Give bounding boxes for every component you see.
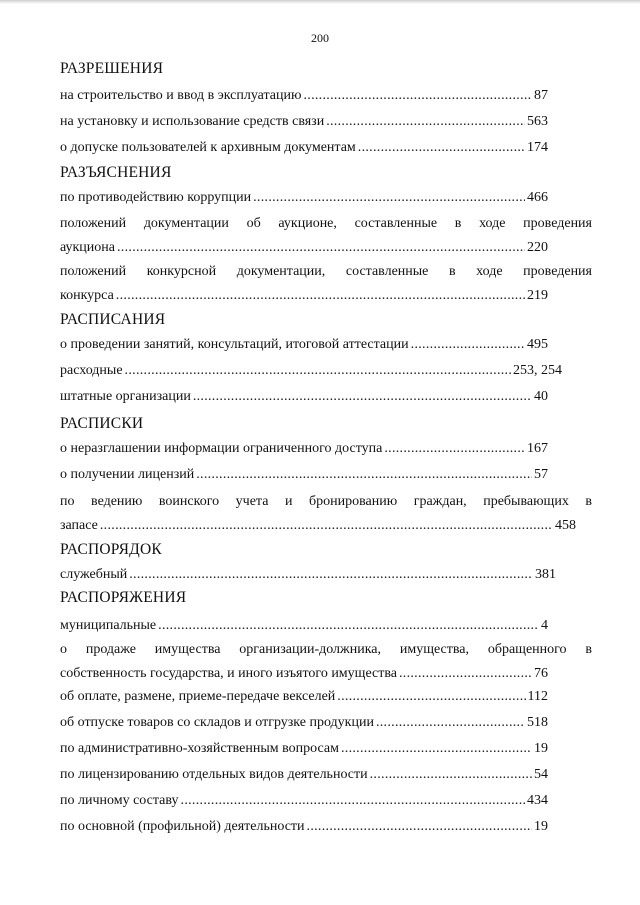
section-heading: РАСПИСКИ	[60, 415, 144, 432]
entry-text: по противодействию коррупции	[60, 190, 252, 205]
index-entry	[60, 385, 548, 409]
leader-dots	[196, 463, 532, 487]
index-entry	[60, 563, 556, 587]
index-entry	[60, 84, 548, 108]
page-number: 200	[311, 31, 329, 45]
index-entry	[60, 212, 592, 260]
entry-page: 54	[534, 767, 548, 782]
leader-dots	[384, 437, 525, 461]
index-entry	[60, 333, 548, 357]
index-entry	[60, 490, 592, 538]
leader-dots	[358, 136, 525, 160]
index-entry	[60, 260, 592, 308]
entry-page: 381	[535, 567, 556, 582]
entry-page: 220	[527, 240, 548, 255]
entry-text: на установку и использование средств связи	[60, 114, 325, 129]
entry-text: о проведении занятий, консультаций, итоговой аттестации	[60, 337, 409, 352]
section-heading: РАСПИСАНИЯ	[60, 311, 166, 328]
index-entry	[60, 789, 548, 813]
entry-page: 466	[527, 190, 548, 205]
entry-first-line: о продаже имущества организации-должника, имущества, обращенного в	[60, 642, 592, 657]
entry-text: по личному составу	[60, 793, 179, 808]
entry-page: 19	[534, 741, 548, 756]
entry-text: об отпуске товаров со складов и отгрузке продукции	[60, 715, 374, 730]
leader-dots	[116, 284, 525, 308]
entry-text: об оплате, размене, приеме-передаче векселей	[60, 689, 336, 704]
entry-text: запасе	[60, 518, 98, 533]
entry-text: на строительство и ввод в эксплуатацию	[60, 88, 302, 103]
leader-dots	[399, 662, 532, 686]
entry-page: 174	[527, 140, 548, 155]
index-entry	[60, 110, 548, 134]
leader-dots	[129, 563, 533, 587]
entry-text: штатные организации	[60, 389, 191, 404]
leader-dots	[100, 514, 553, 538]
leader-dots	[125, 359, 511, 383]
entry-page: 57	[534, 467, 548, 482]
leader-dots	[158, 614, 539, 638]
entry-page: 518	[527, 715, 548, 730]
index-entry	[60, 638, 592, 686]
index-entry	[60, 685, 548, 709]
entry-page: 563	[527, 114, 548, 129]
index-entry	[60, 737, 548, 761]
leader-dots	[411, 333, 525, 357]
leader-dots	[307, 815, 532, 839]
leader-dots	[117, 236, 525, 260]
entry-first-line: положений документации об аукционе, составленные в ходе проведения	[60, 216, 592, 231]
leader-dots	[253, 186, 525, 210]
entry-first-line: положений конкурсной документации, составленные в ходе проведения	[60, 264, 592, 279]
entry-page: 458	[555, 518, 576, 533]
entry-text: о получении лицензий	[60, 467, 195, 482]
index-entry	[60, 359, 562, 383]
entry-text: муниципальные	[60, 618, 157, 633]
section-heading: РАСПОРЯДОК	[60, 541, 162, 558]
index-entry	[60, 463, 548, 487]
entry-text: по административно-хозяйственным вопросам	[60, 741, 339, 756]
entry-page: 434	[527, 793, 548, 808]
leader-dots	[181, 789, 525, 813]
entry-text: расходные	[60, 363, 123, 378]
page-edge	[0, 0, 640, 4]
entry-page: 253, 254	[513, 363, 562, 378]
entry-text: по лицензированию отдельных видов деятельности	[60, 767, 368, 782]
entry-page: 495	[527, 337, 548, 352]
index-entry	[60, 186, 548, 210]
leader-dots	[341, 737, 532, 761]
leader-dots	[376, 711, 525, 735]
entry-page: 19	[534, 819, 548, 834]
entry-text: конкурса	[60, 288, 114, 303]
index-entry	[60, 763, 548, 787]
index-entry	[60, 711, 548, 735]
entry-text: собственность государства, и иного изъятого имущества	[60, 666, 397, 681]
leader-dots	[326, 110, 525, 134]
leader-dots	[337, 685, 525, 709]
entry-page: 87	[534, 88, 548, 103]
section-heading: РАЗРЕШЕНИЯ	[60, 60, 164, 77]
entry-text: по основной (профильной) деятельности	[60, 819, 305, 834]
entry-text: о допуске пользователей к архивным документам	[60, 140, 356, 155]
index-entry	[60, 815, 548, 839]
entry-text: служебный	[60, 567, 128, 582]
section-heading: РАЗЪЯСНЕНИЯ	[60, 164, 172, 181]
entry-page: 4	[541, 618, 548, 633]
leader-dots	[303, 84, 532, 108]
entry-page: 76	[534, 666, 548, 681]
entry-page: 40	[534, 389, 548, 404]
entry-page: 219	[527, 288, 548, 303]
leader-dots	[193, 385, 532, 409]
index-entry	[60, 136, 548, 160]
entry-first-line: по ведению воинского учета и бронированию граждан, пребывающих в	[60, 494, 592, 509]
entry-page: 167	[527, 441, 548, 456]
entry-page: 112	[527, 689, 548, 704]
index-entry	[60, 614, 548, 638]
leader-dots	[370, 763, 532, 787]
entry-text: о неразглашении информации ограниченного доступа	[60, 441, 383, 456]
section-heading: РАСПОРЯЖЕНИЯ	[60, 589, 187, 606]
entry-text: аукциона	[60, 240, 115, 255]
index-entry	[60, 437, 548, 461]
